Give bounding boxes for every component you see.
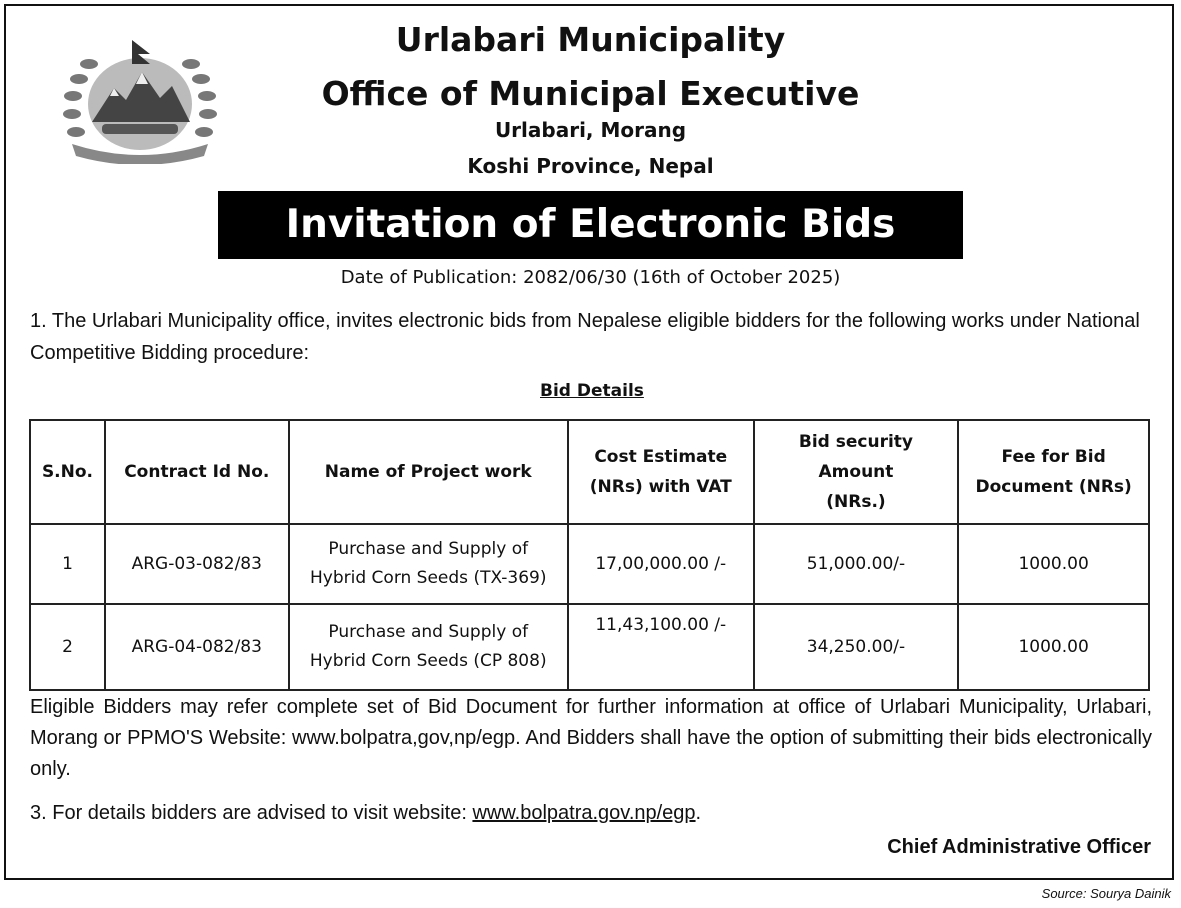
table-row <box>30 524 1149 604</box>
website-paragraph <box>30 797 1152 829</box>
header-fee-line2: Document (NRs) <box>975 477 1132 497</box>
header-fee-line1: Fee for Bid <box>1001 447 1106 467</box>
header-security-line3: (NRs.) <box>826 492 886 512</box>
header-sno: S.No. <box>30 420 105 524</box>
cell-fee: 1000.00 <box>958 524 1149 604</box>
project-line2: Hybrid Corn Seeds (TX-369) <box>310 568 547 588</box>
website-prefix: 3. For details bidders are advised to visit website: <box>30 802 473 824</box>
bid-document-paragraph: Eligible Bidders may refer complete set of Bid Document for further information at office of Urlabari Municipality, Urlabari, Morang or PPMO'S Website: www.bolpatra,gov,np/egp. And Bidders shall have the option of submitting their bids electronically only. <box>30 696 1152 780</box>
signatory-title: Chief Administrative Officer <box>887 836 1151 858</box>
website-suffix: . <box>695 802 702 824</box>
bid-details-table <box>29 419 1150 691</box>
header-contract-id: Contract Id No. <box>105 420 289 524</box>
header-fee <box>958 420 1149 524</box>
project-line1: Purchase and Supply of <box>328 622 529 642</box>
table-row <box>30 604 1149 690</box>
cell-contract-id: ARG-04-082/83 <box>105 604 289 690</box>
cell-sno: 2 <box>30 604 105 690</box>
header-cost-estimate <box>568 420 754 524</box>
header-security-line2: Amount <box>818 462 894 482</box>
office-location: Urlabari, Morang <box>494 118 687 142</box>
cell-cost-estimate: 17,00,000.00 /- <box>568 524 754 604</box>
municipality-name: Urlabari Municipality <box>395 20 786 59</box>
office-province: Koshi Province, Nepal <box>467 154 714 178</box>
cell-cost-estimate: 11,43,100.00 /- <box>568 604 754 690</box>
cell-contract-id: ARG-03-082/83 <box>105 524 289 604</box>
bid-details-title: Bid Details <box>540 381 644 401</box>
cell-project-name <box>289 604 568 690</box>
header-project-name: Name of Project work <box>289 420 568 524</box>
project-line1: Purchase and Supply of <box>328 539 529 559</box>
invitation-paragraph: 1. The Urlabari Municipality office, invites electronic bids from Nepalese eligible bidders for the following works under National Competitive Bidding procedure: <box>30 310 1140 364</box>
header-bid-security <box>754 420 959 524</box>
cell-bid-security: 34,250.00/- <box>754 604 959 690</box>
office-name: Office of Municipal Executive <box>321 74 860 113</box>
header-cost-line2: (NRs) with VAT <box>589 477 732 497</box>
table-header-row <box>30 420 1149 524</box>
notice-title-banner: Invitation of Electronic Bids <box>218 191 963 259</box>
project-line2: Hybrid Corn Seeds (CP 808) <box>309 651 547 671</box>
header-cost-line1: Cost Estimate <box>594 447 728 467</box>
source-credit: Source: Sourya Dainik <box>1041 886 1171 901</box>
cell-sno: 1 <box>30 524 105 604</box>
header-security-line1: Bid security <box>798 432 914 452</box>
bolpatra-link[interactable]: www.bolpatra.gov.np/egp <box>472 802 696 824</box>
cell-project-name <box>289 524 568 604</box>
cell-bid-security: 51,000.00/- <box>754 524 959 604</box>
cell-fee: 1000.00 <box>958 604 1149 690</box>
publication-date: Date of Publication: 2082/06/30 (16th of October 2025) <box>340 267 841 288</box>
